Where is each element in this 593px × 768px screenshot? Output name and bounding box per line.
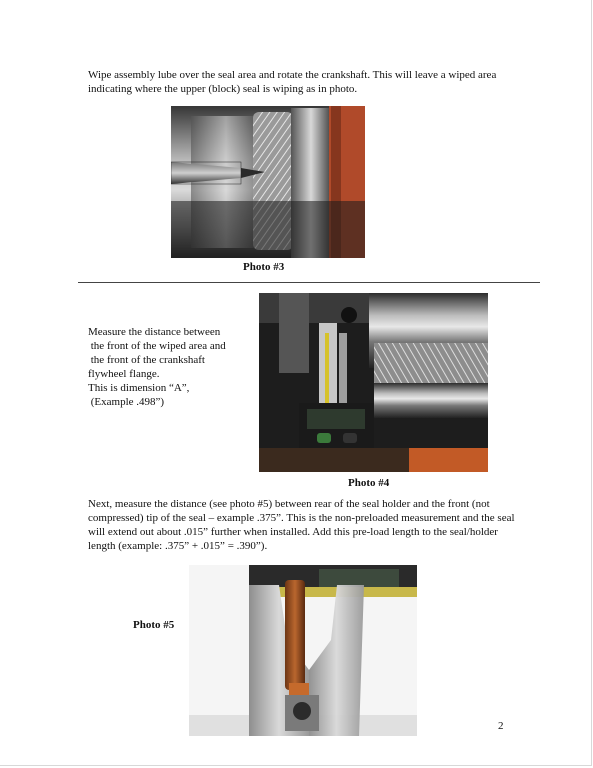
measure-instructions (88, 325, 253, 409)
page-number: 2 (498, 720, 504, 732)
photo-4-caption: Photo #4 (348, 477, 390, 489)
photo-5-seal-holder-measurement (189, 565, 417, 736)
next-paragraph: Next, measure the distance (see photo #5) between rear of the seal holder and the front (not compressed) tip of the seal – example .375”. This is the non-preloaded measurement and the seal will extend out about .015” further when installed. Add this pre-load length to the seal/holder length (example: .375” + .015” = .390”). (88, 498, 515, 552)
photo-3-crankshaft-seal (171, 106, 365, 258)
section-divider (78, 282, 540, 283)
photo-3-caption: Photo #3 (243, 261, 285, 273)
measure-line-3: the front of the crankshaft (88, 354, 205, 366)
intro-paragraph: Wipe assembly lube over the seal area and rotate the crankshaft. This will leave a wiped area indicating where the upper (block) seal is wiping as in photo. (88, 69, 497, 95)
photo-5-caption: Photo #5 (133, 619, 175, 631)
measure-line-2: the front of the wiped area and (88, 340, 226, 352)
measure-line-5: This is dimension “A”, (88, 382, 190, 394)
measure-line-4: flywheel flange. (88, 368, 160, 380)
photo-4-caliper-measurement (259, 293, 488, 472)
measure-line-6: (Example .498”) (88, 396, 165, 408)
measure-line-1: Measure the distance between (88, 326, 221, 338)
